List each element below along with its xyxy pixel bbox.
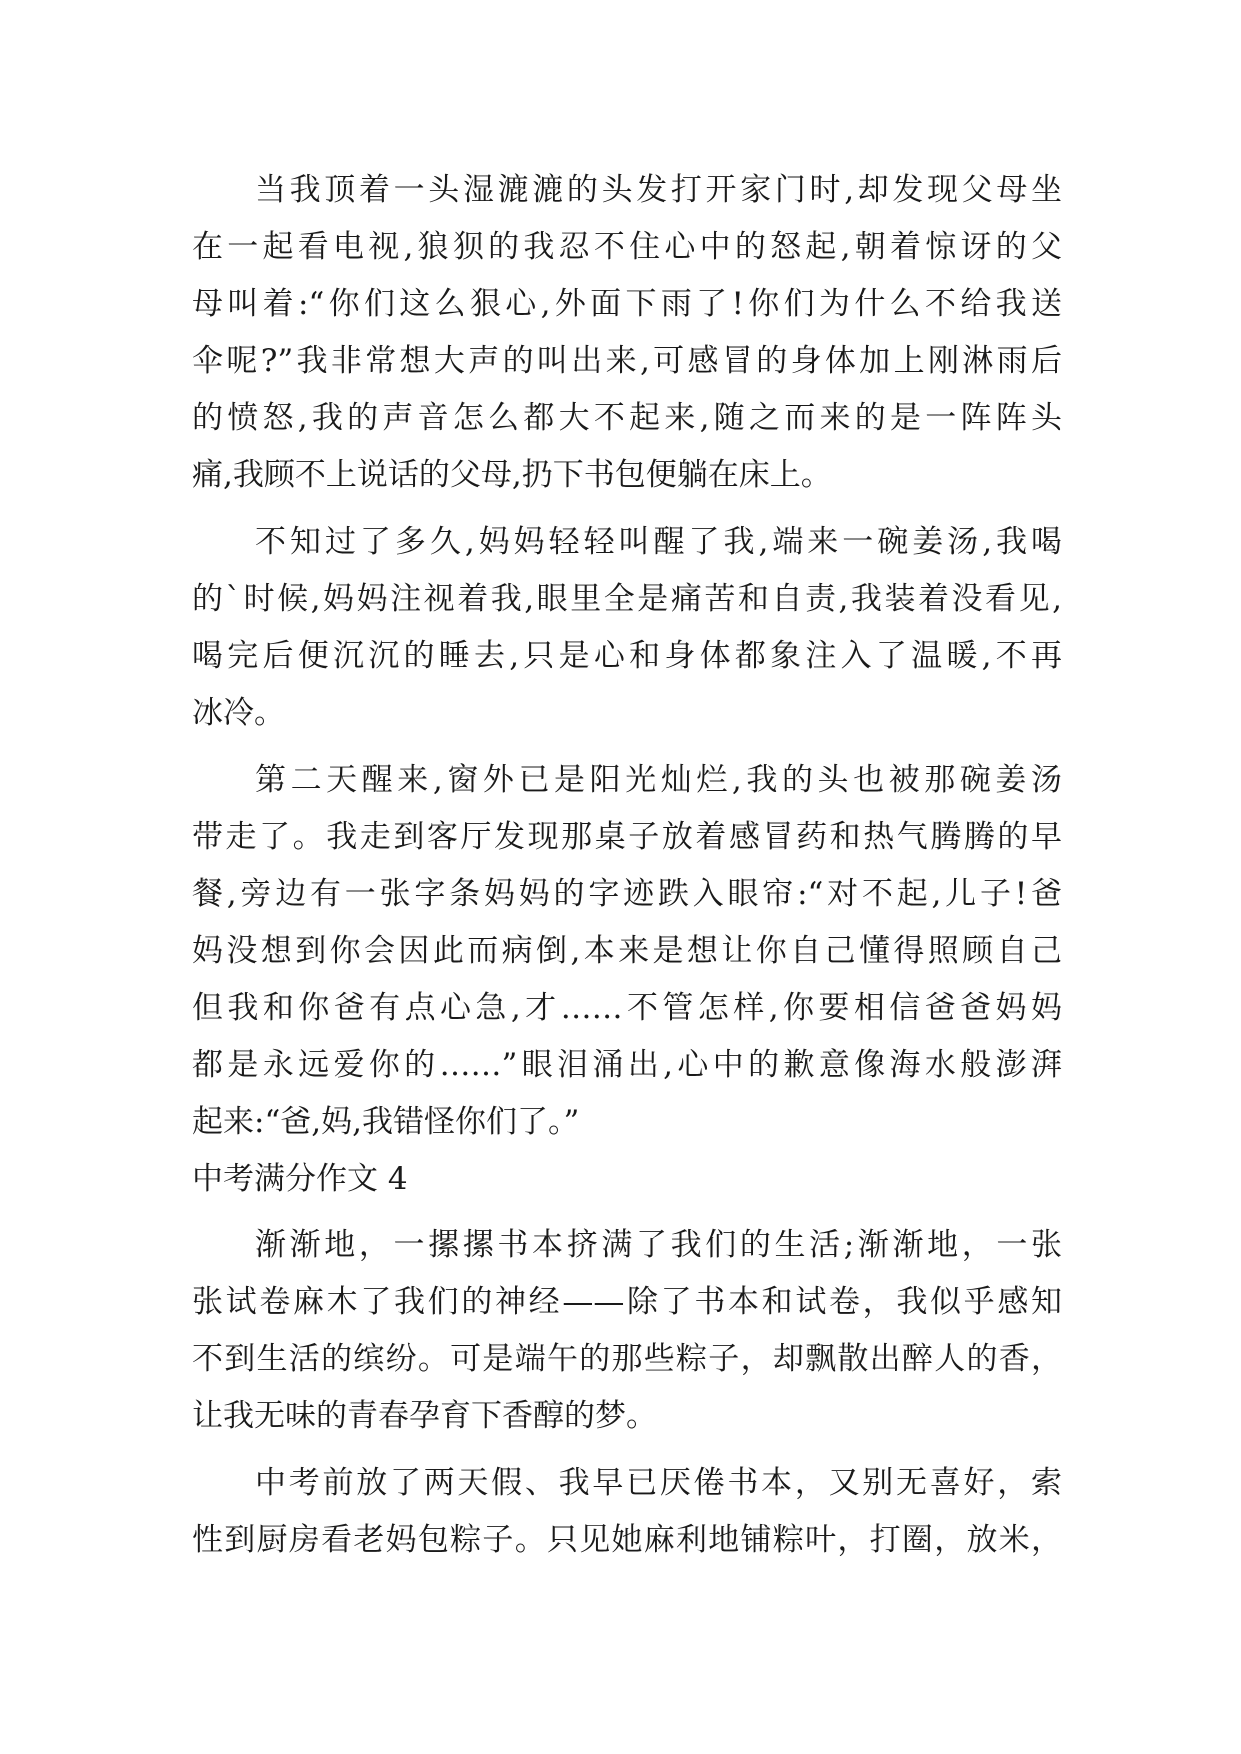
text-line: 痛,我顾不上说话的父母,扔下书包便躺在床上。 <box>192 457 832 493</box>
text-line: 喝完后便沉沉的睡去,只是心和身体都象注入了温暖,不再 <box>192 638 1062 674</box>
paragraph <box>192 752 1062 1151</box>
text-line: 的`时候,妈妈注视着我,眼里全是痛苦和自责,我装着没看见, <box>192 581 1062 617</box>
text-line: 第二天醒来,窗外已是阳光灿烂,我的头也被那碗姜汤 <box>255 762 1062 798</box>
paragraph <box>192 1217 1062 1445</box>
text-line: 伞呢?”我非常想大声的叫出来,可感冒的身体加上刚淋雨后 <box>192 343 1062 379</box>
text-line: 餐,旁边有一张字条妈妈的字迹跌入眼帘:“对不起,儿子!爸 <box>192 876 1062 912</box>
text-line: 带走了。我走到客厅发现那桌子放着感冒药和热气腾腾的早 <box>192 819 1062 855</box>
paragraph-gap <box>192 504 1062 514</box>
paragraph-gap <box>192 1207 1062 1217</box>
paragraph-gap <box>192 742 1062 752</box>
text-line: 渐渐地，一摞摞书本挤满了我们的生活;渐渐地，一张 <box>255 1227 1062 1263</box>
text-line: 冰冷。 <box>192 695 285 731</box>
text-line: 母叫着:“你们这么狠心,外面下雨了!你们为什么不给我送 <box>192 286 1062 322</box>
text-line: 不到生活的缤纷。可是端午的那些粽子，却飘散出醉人的香， <box>192 1341 1062 1377</box>
text-line: 让我无味的青春孕育下香醇的梦。 <box>192 1398 657 1434</box>
text-line: 张试卷麻木了我们的神经——除了书本和试卷，我似乎感知 <box>192 1284 1062 1320</box>
text-line: 在一起看电视,狼狈的我忍不住心中的怒起,朝着惊讶的父 <box>192 229 1062 265</box>
paragraph <box>192 162 1062 504</box>
text-line: 都是永远爱你的……”眼泪涌出,心中的歉意像海水般澎湃 <box>192 1047 1062 1083</box>
section-title: 中考满分作文 4 <box>192 1161 408 1197</box>
text-line: 中考前放了两天假、我早已厌倦书本，又别无喜好，索 <box>255 1465 1062 1501</box>
text-line: 起来:“爸,妈,我错怪你们了。” <box>192 1104 580 1140</box>
text-line: 的愤怒,我的声音怎么都大不起来,随之而来的是一阵阵头 <box>192 400 1062 436</box>
text-line: 当我顶着一头湿漉漉的头发打开家门时,却发现父母坐 <box>255 172 1062 208</box>
text-line: 性到厨房看老妈包粽子。只见她麻利地铺粽叶，打圈，放米， <box>192 1522 1062 1558</box>
paragraph-gap <box>192 1445 1062 1455</box>
text-line: 但我和你爸有点心急,才……不管怎样,你要相信爸爸妈妈 <box>192 990 1062 1026</box>
text-line: 不知过了多久,妈妈轻轻叫醒了我,端来一碗姜汤,我喝 <box>255 524 1062 560</box>
essay-body <box>192 162 1062 1569</box>
text-line: 妈没想到你会因此而病倒,本来是想让你自己懂得照顾自己 <box>192 933 1062 969</box>
paragraph <box>192 514 1062 742</box>
paragraph <box>192 1455 1062 1569</box>
